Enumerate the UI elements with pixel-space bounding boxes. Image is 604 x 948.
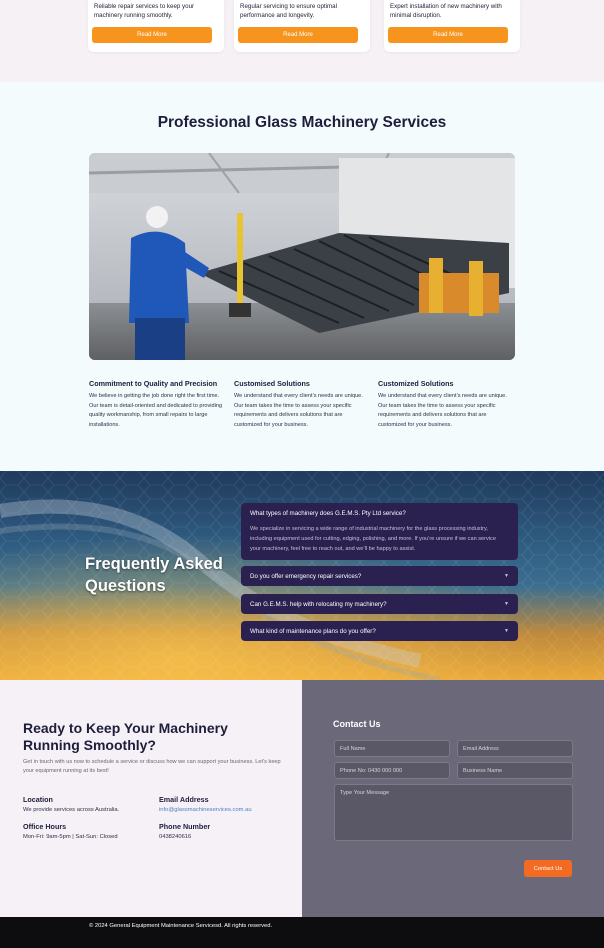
contact-form-section	[302, 680, 604, 917]
faq-item[interactable]	[241, 594, 518, 614]
feature-quality	[89, 379, 225, 430]
faq-heading-line2: Questions	[85, 577, 166, 595]
feature-customized	[378, 379, 514, 430]
read-more-button[interactable]: Read More	[388, 27, 508, 43]
contact-intro: Get in touch with us now to schedule a service or discuss how we can support your business. Let’s keep your equipment running at its best!	[23, 759, 281, 774]
phone-label: Phone Number	[159, 822, 211, 831]
feature-title: Customised Solutions	[234, 379, 310, 388]
phone-value: 0438240616	[159, 834, 192, 840]
feature-title: Customized Solutions	[378, 379, 454, 388]
factory-illustration	[89, 153, 515, 360]
faq-question: Do you offer emergency repair services?	[250, 572, 362, 580]
hours-value: Mon-Fri: 9am-5pm | Sat-Sun: Closed	[23, 834, 118, 840]
faq-section	[0, 471, 604, 680]
contact-info-section	[0, 680, 302, 917]
faq-item-expanded[interactable]	[241, 503, 518, 560]
chevron-down-icon: ▼	[504, 628, 509, 634]
copyright-text: © 2024 General Equipment Maintenance Servicesd. All rights reserved.	[89, 923, 273, 929]
service-card-repair	[88, 0, 224, 52]
services-cards-section	[0, 0, 604, 82]
form-title: Contact Us	[333, 719, 381, 729]
feature-title: Commitment to Quality and Precision	[89, 379, 218, 388]
feature-text: We believe in getting the job done right the first time. Our team is detail-oriented and dedicated to providing quality workmanship, from small repairs to large installations.	[89, 393, 223, 428]
faq-question: What kind of maintenance plans do you offer?	[250, 627, 376, 635]
phone-input[interactable]	[334, 762, 450, 779]
glass-machinery-photo	[89, 153, 515, 360]
faq-heading-line1: Frequently Asked	[85, 555, 223, 573]
professional-services-section	[0, 82, 604, 471]
service-card-text: Reliable repair services to keep your machinery running smoothly.	[94, 3, 195, 19]
business-name-input[interactable]	[457, 762, 573, 779]
contact-heading: Ready to Keep Your Machinery Running Smoothly?	[23, 720, 228, 753]
faq-item[interactable]	[241, 566, 518, 586]
service-card-text: Expert installation of new machinery with minimal disruption.	[390, 3, 502, 19]
feature-customised	[234, 379, 370, 430]
location-label: Location	[23, 795, 53, 804]
feature-text: We understand that every client’s needs are unique. Our team takes the time to assess your specific requirements and delivers solutions that are customized for your business.	[378, 393, 507, 428]
contact-submit-button[interactable]: Contact Us	[524, 860, 572, 877]
section-title: Professional Glass Machinery Services	[157, 114, 447, 131]
faq-question: Can G.E.M.S. help with relocating my machinery?	[250, 600, 387, 608]
read-more-button[interactable]: Read More	[238, 27, 358, 43]
faq-question: What types of machinery does G.E.M.S. Pty Ltd service?	[250, 509, 406, 517]
email-label: Email Address	[159, 795, 209, 804]
chevron-down-icon: ▼	[504, 573, 509, 579]
feature-text: We understand that every client’s needs are unique. Our team takes the time to assess your specific requirements and delivers solutions that are customized for your business.	[234, 393, 363, 428]
service-card-text: Regular servicing to ensure optimal performance and longevity.	[240, 3, 337, 19]
faq-item[interactable]	[241, 621, 518, 641]
faq-heading	[85, 553, 223, 597]
full-name-input[interactable]	[334, 740, 450, 757]
location-value: We provide services across Australia.	[23, 807, 120, 813]
message-textarea[interactable]	[334, 784, 573, 841]
service-card-installation	[384, 0, 520, 52]
hours-label: Office Hours	[23, 822, 67, 831]
service-card-maintenance	[234, 0, 370, 52]
email-link[interactable]: info@glassmachineservices.com.au	[159, 807, 252, 813]
email-input[interactable]	[457, 740, 573, 757]
footer	[0, 917, 604, 948]
chevron-down-icon: ▼	[504, 601, 509, 607]
read-more-button[interactable]: Read More	[92, 27, 212, 43]
faq-answer: We specialize in servicing a wide range of industrial machinery for the glass processing industry, including equipment used for cutting, edging, polishing, and more. If you’re unsure if we can service your machinery, feel free to reach out, and we’ll be happy to assist.	[250, 526, 496, 552]
